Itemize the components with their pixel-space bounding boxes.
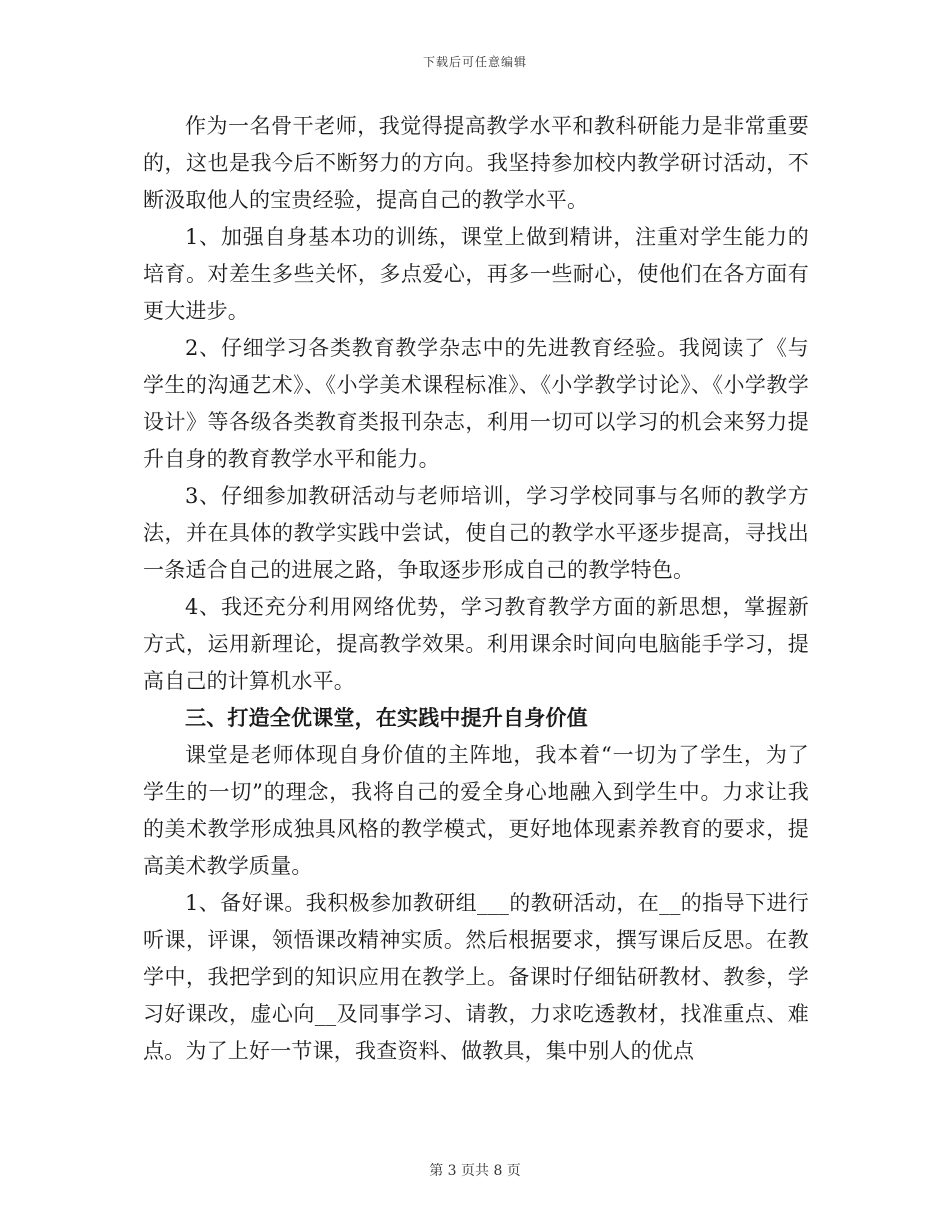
paragraph-5: 4、我还充分利用网络优势，学习教育教学方面的新思想，掌握新方式，运用新理论，提高教学效果。利用课余时间向电脑能手学习，提高自己的计算机水平。 — [143, 595, 809, 693]
paragraph-1: 作为一名骨干老师，我觉得提高教学水平和教科研能力是非常重要的，这也是我今后不断努力的方向。我坚持参加校内教学研讨活动，不断汲取他人的宝贵经验，提高自己的教学水平。 — [143, 114, 809, 212]
page-header: 下载后可任意编辑 — [422, 55, 527, 69]
paragraph-7: 1、备好课。我积极参加教研组___的教研活动，在__的指导下进行听课，评课，领悟课改精神实质。然后根据要求，撰写课后反思。在教学中，我把学到的知识应用在教学上。备课时仔细钻研教材、教参，学习好课改，虚心向__及同事学习、请教，力求吃透教材，找准重点、难点。为了上好一节课，我查资料、做教具，集中别人的优点 — [143, 891, 809, 1063]
paragraph-6: 课堂是老师体现自身价值的主阵地，我本着“一切为了学生，为了学生的一切”的理念，我将自己的爱全身心地融入到学生中。力求让我的美术教学形成独具风格的教学模式，更好地体现素养教育的要求，提高美术教学质量。 — [143, 743, 809, 878]
page-number: 第 3 页共 8 页 — [429, 1163, 521, 1179]
paragraph-2: 1、加强自身基本功的训练，课堂上做到精讲，注重对学生能力的培育。对差生多些关怀，多点爱心，再多一些耐心，使他们在各方面有更大进步。 — [143, 225, 809, 323]
paragraph-4: 3、仔细参加教研活动与老师培训，学习学校同事与名师的教学方法，并在具体的教学实践中尝试，使自己的教学水平逐步提高，寻找出一条适合自己的进展之路，争取逐步形成自己的教学特色。 — [143, 484, 809, 582]
paragraph-3: 2、仔细学习各类教育教学杂志中的先进教育经验。我阅读了《与学生的沟通艺术》、《小学美术课程标准》、《小学教学讨论》、《小学教学设计》等各级各类教育类报刊杂志，利用一切可以学习的机会来努力提升自身的教育教学水平和能力。 — [143, 336, 809, 471]
document-body — [143, 108, 809, 1070]
section-heading: 三、打造全优课堂，在实践中提升自身价值 — [185, 706, 588, 730]
